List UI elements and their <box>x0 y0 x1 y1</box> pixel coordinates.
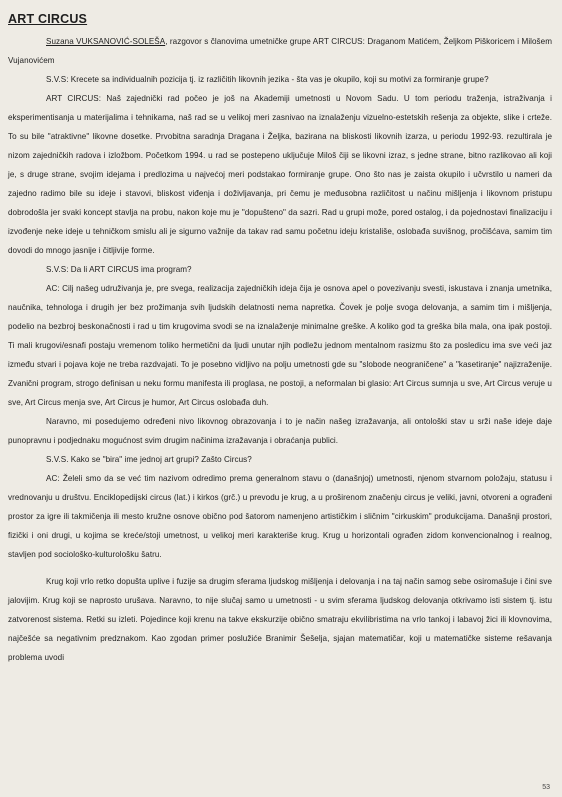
paragraph-answer-3-cont: Krug koji vrlo retko dopušta uplive i fuzije sa drugim sferama ljudskog mišljenja i delovanja i na taj način samog sebe osiromašuje i čini sve jalovijim. Krug koji se naprosto urušava. Naravno, to nije slučaj samo u umetnosti - u svim sferama ljudskog delovanja otkrivamo isti sistem tj. istu zatvorenost sistema. Retki su izleti. Pojedince koji krenu na takve ekskurzije obično smatraju ekvilibristima na vrlo tankoj i labavoj žici ili klovnovima, najčešće sa negativnim predznakom. Kao zgodan primer poslužiće Branimir Šešelja, sjajan matematičar, koji u matematičke sisteme rešavanja problema uvodi <box>8 577 552 662</box>
paragraph-answer-3: AC: Želeli smo da se već tim nazivom odredimo prema generalnom stavu o (današnjoj) umetnosti, njenom stvarnom položaju, statusu i vrednovanju u društvu. Enciklopedijski circus (lat.) i kirkos (grč.) u prevodu je krug, a u proširenom značenju circus je veliki, javni, otvoreni a ograđeni prostor za igre ili takmičenja ili mesto kružne osnove obično pod šatorom namenjeno artističkim i sličnim "cirkuskim" produkcijama. Današnji prostori, fizički i oni drugi, u kojima se kreće/stoji umetnost, u velikoj meri karakteriše krug. Krug u horizontali ograđen zidom konvencionalnog i realnog, stavljen pod sociološko-kulturološku šatru. <box>8 474 552 559</box>
paragraph-answer-2-cont: Naravno, mi posedujemo određeni nivo likovnog obrazovanja i to je način našeg izražavanja, ali ontološki stav u srži naše ideje daje punopravnu i podjednaku mogućnost svim drugim načinima izražavanja i obraćanja publici. <box>8 417 552 445</box>
article-title: ART CIRCUS <box>8 12 88 26</box>
paragraph-gap <box>8 564 552 572</box>
page-number: 53 <box>542 784 550 791</box>
paragraph-answer-1: ART CIRCUS: Naš zajednički rad počeo je još na Akademiji umetnosti u Novom Sadu. U tom periodu traženja, istraživanja i eksperimentisanja u materijalima i tehnikama, naš rad se u velikoj meri zasnivao na iznalaženju vizuelno-estetskih rešenja za objekte, slike i crteže. To su bile "atraktivne" likovne dosetke. Prvobitna saradnja Dragana i Željka, bazirana na bliskosti likovnih izarza, u periodu 1992-93. rezultirala je nizom zajedničkih radova i izložbom. Početkom 1994. u rad se postepeno uključuje Miloš čiji se likovni izraz, s jedne strane, bitno razlikovao ali koji je, s druge strane, svojim idejama i predlozima u najvećoj meri podstakao formiranje grupe. Ono što nas je zaista okupilo i učvrstilo u nameri da zajedno radimo bile su ideje i stavovi, bliskost viđenja i doživljavanja, pri čemu je međusobna različitost u načinu mišljenja i likovnom pristupu dobrodošla jer svaki koncept stavlja na probu, nakon koje mu je "dopušteno" da sazri. Rad u grupi može, pored ostalog, i da pojednostavi finalizaciju i izvođenje neke ideje u tehničkom smislu ali je sigurno važnije da takav rad samu početnu ideju kristališe, oslobađa suvišnog, pročišćava, samim tim dovodi do mnogo jasnije i čitljivije forme. <box>8 94 552 255</box>
intro-text: , razgovor s članovima umetničke grupe ART CIRCUS: Draganom Matićem, Željkom Piškoricem i Milošem Vujanovićem <box>8 37 553 65</box>
paragraph-question-1: S.V.S: Krecete sa individualnih pozicija tj. iz različitih likovnih jezika - šta vas je okupilo, koji su motivi za formiranje grupe? <box>46 75 489 84</box>
author-name: Suzana VUKSANOVIĆ-SOLEŠA <box>46 37 166 46</box>
paragraph-question-2: S.V.S: Da li ART CIRCUS ima program? <box>46 265 192 274</box>
intro-paragraph <box>8 32 552 70</box>
paragraph-question-3: S.V.S. Kako se "bira" ime jednoj art grupi? Zašto Circus? <box>46 455 252 464</box>
paragraph-answer-2: AC: Cilj našeg udruživanja je, pre svega, realizacija zajedničkih ideja čija je osnova apel o povezivanju svesti, iskustava i znanja umetnika, naučnika, tehnologa i drugih jer bez prožimanja svih ljudskih delatnosti nema napretka. Čovek je polje svoga delovanja, a samim tim i mišljenja, podelio na bezbroj beskonačnosti i rad u tim krugovima svodi se na iznalaženje minimalne greške. A koliko god ta greška bila mala, ona ipak postoji. Ti mali krugovi/esnafi postaju vremenom toliko hermetični da ljudi unutar njih podležu jednom mentalnom rasizmu što za posledicu ima sve veći jaz između stvari i pojava koje ne treba razdvajati. To je posebno vidljivo na polju umetnosti gde su "slobode neograničene" a "kasetiranje" najizraženije. Zvanični program, strogo definisan u neku formu manifesta ili proglasa, ne postoji, a neformalan bi glasio: Art Circus sumnja u sve, Art Circus veruje u sve, Art Circus menja sve, Art Circus je humor, Art Circus oslobađa duh. <box>8 284 552 407</box>
